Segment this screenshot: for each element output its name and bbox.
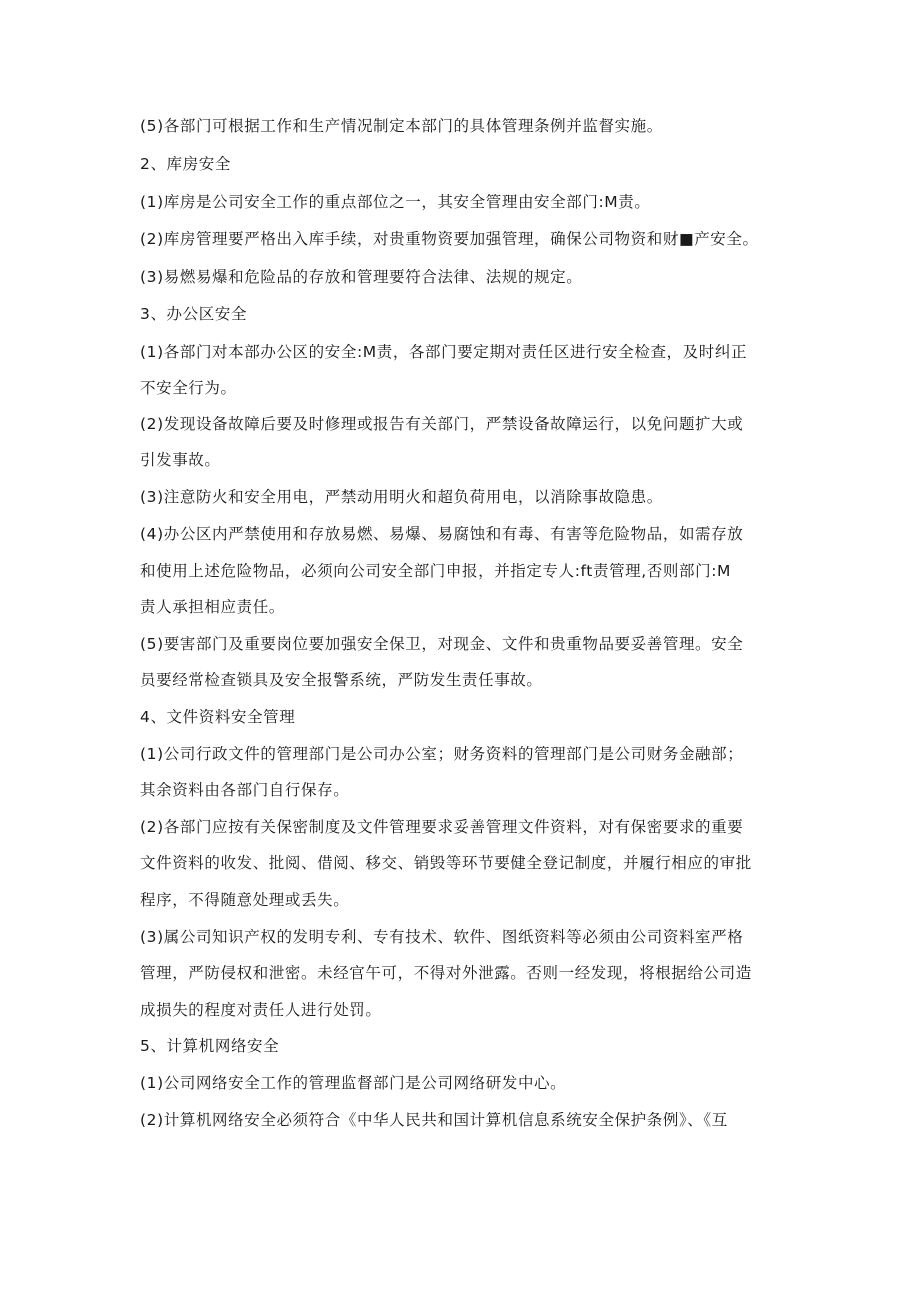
- text-line: (3)注意防火和安全用电，严禁动用明火和超负荷用电，以消除事故隐患。: [140, 488, 663, 506]
- text-line: (3)属公司知识产权的发明专利、专有技术、软件、图纸资料等必须由公司资料室严格: [140, 928, 744, 946]
- text-line: (3)易燃易爆和危险品的存放和管理要符合法律、法规的规定。: [140, 268, 583, 286]
- text-line: 责人承担相应责任。: [140, 598, 285, 616]
- text-line: (4)办公区内严禁使用和存放易燃、易爆、易腐蚀和有毒、有害等危险物品，如需存放: [140, 525, 744, 543]
- text-line: (5)要害部门及重要岗位要加强安全保卫，对现金、文件和贵重物品要妥善管理。安全: [140, 635, 744, 653]
- text-line: 和使用上述危险物品，必须向公司安全部门申报，并指定专人:ft责管理,否则部门:M: [140, 562, 732, 580]
- text-line: (2)发现设备故障后要及时修理或报告有关部门，严禁设备故障运行，以免问题扩大或: [140, 415, 744, 433]
- text-line: (2)库房管理要严格出入库手续，对贵重物资要加强管理，确保公司物资和财■产安全。: [140, 230, 759, 248]
- section-heading: 3、办公区安全: [140, 305, 248, 323]
- text-line: (1)各部门对本部办公区的安全:M责，各部门要定期对责任区进行安全检查，及时纠正: [140, 343, 748, 361]
- text-line: 成损失的程度对责任人进行处罚。: [140, 1001, 382, 1019]
- text-line: (1)公司行政文件的管理部门是公司办公室；财务资料的管理部门是公司财务金融部；: [140, 745, 744, 763]
- text-line: 文件资料的收发、批阅、借阅、移交、销毁等环节要健全登记制度，并履行相应的审批: [140, 854, 752, 872]
- text-line: 不安全行为。: [140, 379, 237, 397]
- section-heading: 2、库房安全: [140, 155, 231, 173]
- text-line: (5)各部门可根据工作和生产情况制定本部门的具体管理条例并监督实施。: [140, 117, 663, 135]
- text-line: (2)计算机网络安全必须符合《中华人民共和国计算机信息系统安全保护条例》、《互: [140, 1111, 728, 1129]
- section-heading: 5、计算机网络安全: [140, 1037, 280, 1055]
- text-line: 其余资料由各部门自行保存。: [140, 781, 350, 799]
- text-line: (1)库房是公司安全工作的重点部位之一，其安全管理由安全部门:M责。: [140, 193, 651, 211]
- text-line: 管理，严防侵权和泄密。未经官午可，不得对外泄露。否则一经发现，将根据给公司造: [140, 964, 752, 982]
- text-line: (2)各部门应按有关保密制度及文件管理要求妥善管理文件资料，对有保密要求的重要: [140, 818, 744, 836]
- text-line: 程序，不得随意处理或丢失。: [140, 891, 350, 909]
- text-line: 引发事故。: [140, 451, 221, 469]
- text-line: 员要经常检查锁具及安全报警系统，严防发生责任事故。: [140, 671, 543, 689]
- section-heading: 4、文件资料安全管理: [140, 708, 296, 726]
- text-line: (1)公司网络安全工作的管理监督部门是公司网络研发中心。: [140, 1074, 567, 1092]
